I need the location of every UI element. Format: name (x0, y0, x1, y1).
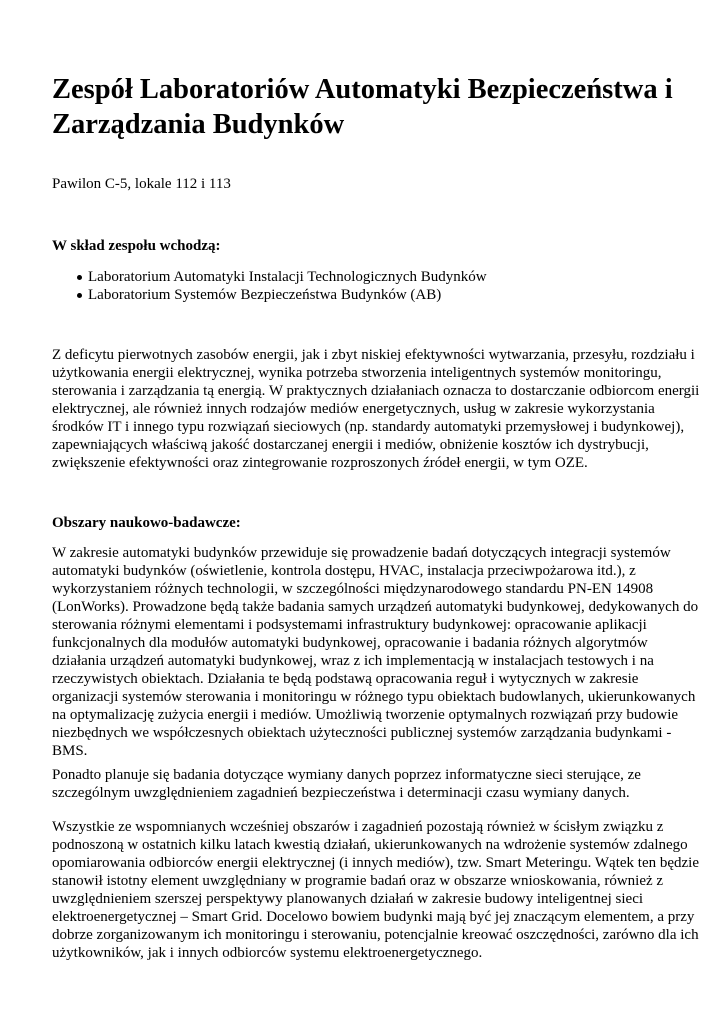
paragraph-line: środków IT i innego typu rozwiązań sieciowych (np. standardy automatyki przemysłowej i budynkowej), (52, 419, 685, 435)
document-title: Zespół Laboratoriów Automatyki Bezpieczeństwa i Zarządzania Budynków (52, 74, 673, 140)
research-paragraph-smart-metering (52, 818, 700, 962)
paragraph-line: W zakresie automatyki budynków przewiduje się prowadzenie badań dotyczących integracji systemów (52, 545, 671, 561)
paragraph-line: zapewniających właściwą jakość dostarczanej energii i mediów, obniżenie kosztów ich dystrybucji, (52, 437, 649, 453)
list-item: Laboratorium Systemów Bezpieczeństwa Budynków (AB) (52, 286, 487, 304)
paragraph-line: Wszystkie ze wspomnianych wcześniej obszarów i zagadnień pozostają również w ścisłym związku z (52, 819, 664, 835)
paragraph-line: na optymalizację zużycia energii i mediów. Umożliwią tworzenie optymalnych rozwiązań przy budowie (52, 707, 679, 723)
paragraph-line: Z deficytu pierwotnych zasobów energii, jak i zbyt niskiej efektywności wytwarzania, przesyłu, rozdziału i (52, 347, 695, 363)
paragraph-line: użytkowników, jak i innych odbiorców systemu elektroenergetycznego. (52, 945, 483, 961)
paragraph-line: automatyki budynków (oświetlenie, kontrola dostępu, HVAC, instalacja przeciwpożarowa itd.), z (52, 563, 636, 579)
paragraph-line: organizacji systemów sterowania i monitoringu w różnego typu obiektach budowlanych, ukierunkowanych (52, 689, 696, 705)
paragraph-line: stanowił istotny element uwzględniany w programie badań oraz w obszarze wnioskowania, również z (52, 873, 664, 889)
list-item: Laboratorium Automatyki Instalacji Technologicznych Budynków (52, 268, 487, 286)
paragraph-line: podnoszoną w ostatnich kilku latach kwestią działań, ukierunkowanych na wdrożenie systemów zdalnego (52, 837, 688, 853)
paragraph-line: uwzględnieniem szerszej perspektywy planowanych działań w zakresie budowy inteligentnej sieci (52, 891, 644, 907)
paragraph-line: elektroenergetycznej – Smart Grid. Docelowo bowiem budynki mają być jej znaczącym elementem, a przy (52, 909, 695, 925)
location-text: Pawilon C-5, lokale 112 i 113 (52, 176, 231, 192)
paragraph-line: Ponadto planuje się badania dotyczące wymiany danych poprzez informatyczne sieci sterujące, ze (52, 767, 641, 783)
paragraph-line: wykorzystaniem różnych technologii, w szczególności międzynarodowego standardu PN-EN 14908 (52, 581, 654, 597)
labs-list (52, 268, 487, 304)
intro-paragraph (52, 346, 700, 472)
research-paragraph-building-automation (52, 544, 699, 760)
research-paragraph-data-exchange (52, 766, 677, 802)
paragraph-line: działania urządzeń automatyki budynkowej, wraz z ich implementacją w instalacjach testowych i na (52, 653, 654, 669)
team-heading: W skład zespołu wchodzą: (52, 238, 221, 254)
paragraph-line: elektrycznej, ale również innych rodzajów mediów energetycznych, usług w zakresie wykorzystania (52, 401, 655, 417)
paragraph-line: zwiększenie efektywności oraz zintegrowanie rozproszonych źródeł energii, w tym OZE. (52, 455, 588, 471)
paragraph-line: niezbędnych we współczesnych obiektach użyteczności publicznej systemów zarządzania budynkami - (52, 725, 672, 741)
paragraph-line: dobrze zorganizowanym ich monitoringu i sterowaniu, potencjalnie kreować oszczędności, zarówno dla ich (52, 927, 699, 943)
paragraph-line: użytkowania energii elektrycznej, wynika potrzeba stworzenia inteligentnych systemów monitoringu, (52, 365, 662, 381)
paragraph-line: opomiarowania odbiorców energii elektrycznej (i innych mediów), tzw. Smart Meteringu. Wątek ten będzie (52, 855, 700, 871)
research-areas-heading: Obszary naukowo-badawcze: (52, 515, 241, 531)
paragraph-line: sterowania i zarządzania tą energią. W praktycznych działaniach oznacza to dostarczanie odbiorcom energii (52, 383, 700, 399)
paragraph-line: szczególnym uwzględnieniem zagadnień bezpieczeństwa i determinacji czasu wymiany danych. (52, 785, 630, 801)
paragraph-line: BMS. (52, 743, 88, 759)
paragraph-line: funkcjonalnych dla modułów automatyki budynkowej, opracowanie i badania różnych algorytmów (52, 635, 648, 651)
paragraph-line: sterowania różnymi elementami i podsystemami infrastruktury budynkowej: opracowanie aplikacji (52, 617, 647, 633)
paragraph-line: rzeczywistych obiektach. Działania te będą podstawą opracowania reguł i wytycznych w zakresie (52, 671, 639, 687)
paragraph-line: (LonWorks). Prowadzone będą także badania samych urządzeń automatyki budynkowej, dedykowanych do (52, 599, 699, 615)
